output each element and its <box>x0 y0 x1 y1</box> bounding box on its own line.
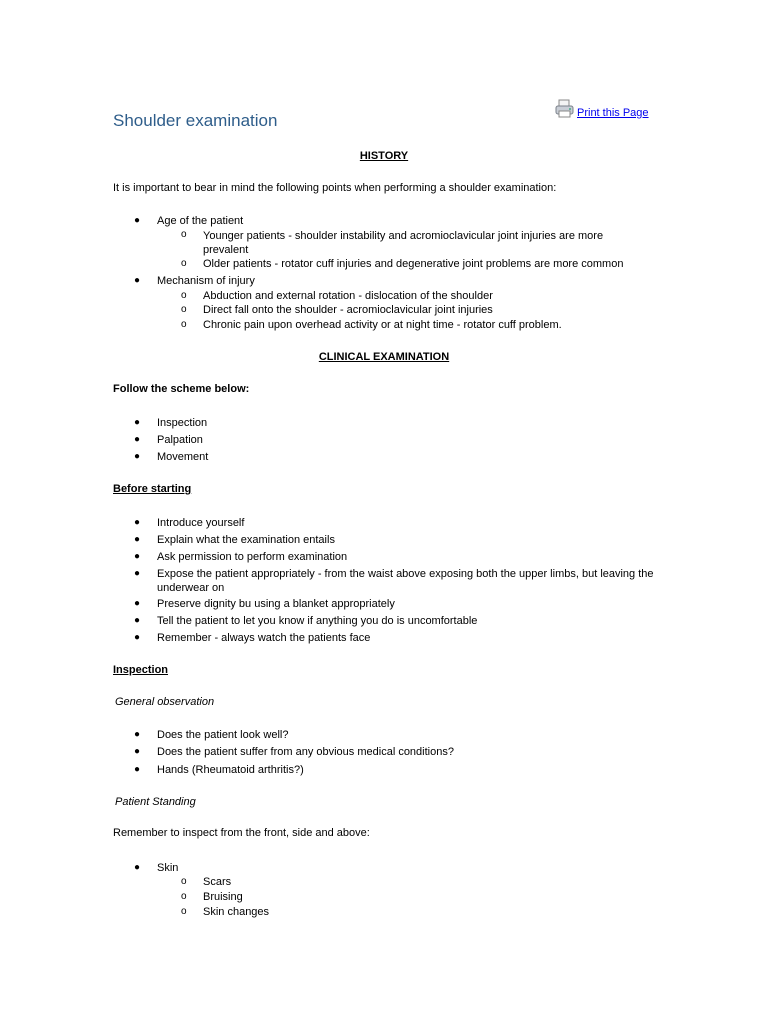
general-observation-label: General observation <box>115 696 215 708</box>
bullet-icon: ● <box>134 517 141 528</box>
list-item: Age of the patient <box>157 215 244 227</box>
page-title: Shoulder examination <box>113 111 278 130</box>
sub-bullet-icon: o <box>181 319 187 330</box>
sub-list-item: Chronic pain upon overhead activity or at night time - rotator cuff problem. <box>203 319 562 331</box>
scheme-label: Follow the scheme below: <box>113 383 250 395</box>
list-item: Movement <box>157 451 209 463</box>
list-item: Ask permission to perform examination <box>157 551 348 563</box>
sub-list-item: Younger patients - shoulder instability and acromioclavicular joint injuries are more prevalent <box>203 230 604 256</box>
history-intro: It is important to bear in mind the following points when performing a shoulder examination: <box>113 182 557 194</box>
bullet-icon: ● <box>134 729 141 740</box>
bullet-icon: ● <box>134 434 141 445</box>
list-item: Introduce yourself <box>157 517 245 529</box>
list-item: Inspection <box>157 417 208 429</box>
sub-bullet-icon: o <box>181 229 187 240</box>
bullet-icon: ● <box>134 764 141 775</box>
clinical-heading: CLINICAL EXAMINATION <box>318 351 450 363</box>
sub-bullet-icon: o <box>181 304 187 315</box>
bullet-icon: ● <box>134 534 141 545</box>
sub-bullet-icon: o <box>181 258 187 269</box>
bullet-icon: ● <box>134 275 141 286</box>
sub-bullet-icon: o <box>181 290 187 301</box>
list-item: Does the patient look well? <box>157 729 289 741</box>
sub-list-item: Direct fall onto the shoulder - acromioclavicular joint injuries <box>203 304 493 316</box>
list-item: Hands (Rheumatoid arthritis?) <box>157 764 304 776</box>
sub-bullet-icon: o <box>181 891 187 902</box>
bullet-icon: ● <box>134 598 141 609</box>
sub-bullet-icon: o <box>181 876 187 887</box>
standing-intro: Remember to inspect from the front, side and above: <box>113 827 370 839</box>
bullet-icon: ● <box>134 746 141 757</box>
list-item: Does the patient suffer from any obvious medical conditions? <box>157 746 454 758</box>
inspection-heading: Inspection <box>113 664 169 676</box>
bullet-icon: ● <box>134 862 141 873</box>
print-page-label[interactable]: Print this Page <box>577 107 649 119</box>
bullet-icon: ● <box>134 451 141 462</box>
list-item: Expose the patient appropriately - from the waist above exposing both the upper limbs, but leaving the underwear on <box>157 568 654 594</box>
sub-bullet-icon: o <box>181 906 187 917</box>
list-item: Skin <box>157 862 179 874</box>
before-heading: Before starting <box>113 483 192 495</box>
history-heading: HISTORY <box>359 150 409 162</box>
list-item: Mechanism of injury <box>157 275 255 287</box>
print-page-link[interactable] <box>555 93 665 119</box>
list-item: Preserve dignity bu using a blanket appropriately <box>157 598 395 610</box>
sub-list-item: Abduction and external rotation - dislocation of the shoulder <box>203 290 493 302</box>
sub-list-item: Scars <box>203 876 232 888</box>
sub-list-item: Bruising <box>203 891 243 903</box>
patient-standing-label: Patient Standing <box>115 796 196 808</box>
bullet-icon: ● <box>134 632 141 643</box>
list-item: Remember - always watch the patients face <box>157 632 371 644</box>
printer-icon <box>555 99 575 119</box>
list-item: Explain what the examination entails <box>157 534 335 546</box>
list-item: Tell the patient to let you know if anything you do is uncomfortable <box>157 615 478 627</box>
list-item: Palpation <box>157 434 203 446</box>
bullet-icon: ● <box>134 615 141 626</box>
sub-list-item: Skin changes <box>203 906 270 918</box>
bullet-icon: ● <box>134 417 141 428</box>
bullet-icon: ● <box>134 568 141 579</box>
bullet-icon: ● <box>134 215 141 226</box>
bullet-icon: ● <box>134 551 141 562</box>
sub-list-item: Older patients - rotator cuff injuries and degenerative joint problems are more common <box>203 258 624 270</box>
